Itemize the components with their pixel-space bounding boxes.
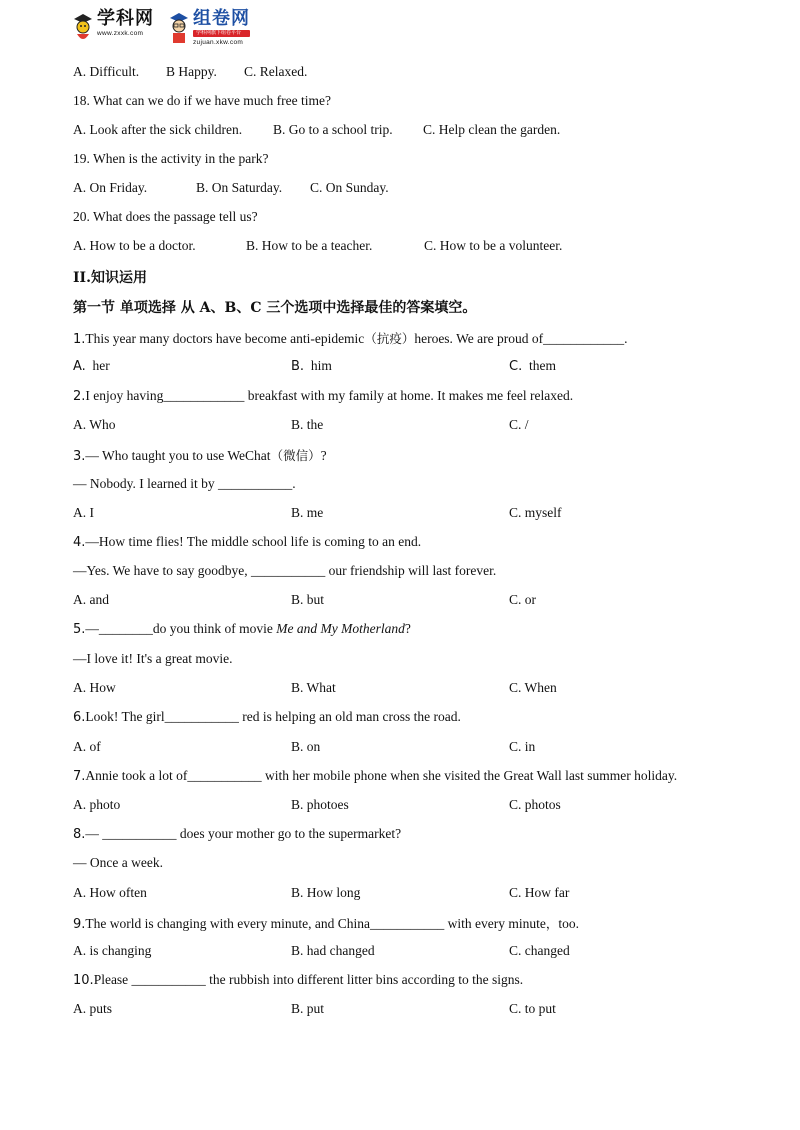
- q9-text-a: The world is changing with every minute, and China___________ with every minute: [85, 916, 546, 931]
- part2-heading: II.知识运用: [73, 270, 147, 286]
- q18-question: 18. What can we do if we have much free time?: [73, 93, 332, 108]
- q19-option-b: B. On Saturday.: [196, 180, 283, 195]
- q4-option-c: C. or: [509, 592, 536, 607]
- q9-question: [73, 914, 579, 932]
- q3-cjk: （微信）: [270, 448, 321, 463]
- q10-question: [73, 972, 523, 988]
- q1-text-a: This year many doctors have become anti-epidemic: [85, 331, 365, 346]
- q20-option-a: A. How to be a doctor.: [73, 238, 196, 253]
- q9-number: 9.: [73, 917, 86, 932]
- q3-text-a: — Who taught you to use WeChat: [85, 448, 271, 463]
- q8-option-a: A. How often: [73, 885, 147, 900]
- q1-option-c-text: them: [528, 358, 556, 373]
- logo2-bar: 学科网旗下组卷平台: [193, 30, 250, 37]
- q17-option-b: B Happy.: [166, 64, 217, 79]
- q1-option-a: [73, 358, 110, 374]
- section-title: 第一节 单项选择 从 A、B、C 三个选项中选择最佳的答案填空。: [73, 300, 477, 316]
- q9-cjk: ，: [545, 916, 559, 931]
- q5-reply: —I love it! It's a great movie.: [73, 651, 233, 666]
- q20-option-c: C. How to be a volunteer.: [424, 238, 563, 253]
- q7-option-b: B. photoes: [291, 797, 349, 812]
- q2-option-c: C. /: [509, 417, 529, 432]
- q3-reply: — Nobody. I learned it by ___________.: [73, 476, 296, 491]
- q10-option-c: C. to put: [509, 1001, 556, 1016]
- q2-question: [73, 388, 573, 404]
- q18-option-a: A. Look after the sick children.: [73, 122, 243, 137]
- q2-option-b: B. the: [291, 417, 324, 432]
- q20-option-b: B. How to be a teacher.: [246, 238, 373, 253]
- q9-text-b: too.: [558, 916, 579, 931]
- q3-option-b: B. me: [291, 505, 324, 520]
- q1-letter-a: A.: [73, 359, 86, 374]
- q5-option-a: A. How: [73, 680, 116, 695]
- logo1-name: 学科网: [97, 8, 154, 29]
- q9-option-c: C. changed: [509, 943, 570, 958]
- header-logos: [72, 10, 250, 48]
- q7-text: Annie took a lot of___________ with her mobile phone when she visited the Great Wall last summer holiday.: [85, 768, 678, 783]
- q7-option-a: A. photo: [73, 797, 121, 812]
- q2-text: I enjoy having____________ breakfast with my family at home. It makes me feel relaxed.: [85, 388, 574, 403]
- xuekewang-logo: [72, 10, 154, 44]
- q1-letter-c: C.: [509, 359, 523, 374]
- q4-text: —How time flies! The middle school life is coming to an end.: [85, 534, 422, 549]
- q9-option-b: B. had changed: [291, 943, 375, 958]
- q6-option-c: C. in: [509, 739, 536, 754]
- q1-text-b: heroes. We are proud of____________.: [414, 331, 628, 346]
- q7-number: 7.: [73, 769, 86, 784]
- q2-number: 2.: [73, 389, 86, 404]
- q6-text: Look! The girl___________ red is helping an old man cross the road.: [85, 709, 461, 724]
- q1-letter-b: B.: [291, 359, 305, 374]
- q19-option-a: A. On Friday.: [73, 180, 148, 195]
- logo1-url: www.zxxk.com: [97, 30, 144, 37]
- q6-question: [73, 709, 461, 725]
- q17-option-c: C. Relaxed.: [244, 64, 308, 79]
- q3-number: 3.: [73, 449, 86, 464]
- mascot-icon: [72, 10, 94, 44]
- q7-option-c: C. photos: [509, 797, 561, 812]
- q4-question: [73, 534, 421, 550]
- q3-option-c: C. myself: [509, 505, 562, 520]
- q5-movie-title: Me and My Motherland: [276, 621, 405, 636]
- q5-option-b: B. What: [291, 680, 336, 695]
- student-icon: [168, 10, 190, 44]
- logo2-url: zujuan.xkw.com: [193, 39, 244, 46]
- q4-option-b: B. but: [291, 592, 325, 607]
- q8-option-c: C. How far: [509, 885, 570, 900]
- q9-option-a: A. is changing: [73, 943, 152, 958]
- q1-cjk: （抗疫）: [364, 331, 415, 346]
- q4-reply: —Yes. We have to say goodbye, ___________ our friendship will last forever.: [73, 563, 497, 578]
- zujuanwang-logo: [168, 10, 250, 47]
- q8-option-b: B. How long: [291, 885, 361, 900]
- q5-number: 5.: [73, 622, 86, 637]
- q17-option-a: A. Difficult.: [73, 64, 140, 79]
- q5-option-c: C. When: [509, 680, 557, 695]
- q1-option-a-text: her: [92, 358, 110, 373]
- q1-number: 1.: [73, 332, 86, 347]
- q8-reply: — Once a week.: [73, 855, 163, 870]
- q8-number: 8.: [73, 827, 86, 842]
- q8-question: [73, 826, 401, 842]
- q5-question: [73, 621, 411, 637]
- q1-question: [73, 329, 627, 347]
- q7-question: [73, 768, 677, 784]
- q10-option-b: B. put: [291, 1001, 325, 1016]
- q10-number: 10.: [73, 973, 94, 988]
- q3-text-b: ?: [320, 448, 327, 463]
- q10-text: Please ___________ the rubbish into different litter bins according to the signs.: [93, 972, 524, 987]
- q19-question: 19. When is the activity in the park?: [73, 151, 269, 166]
- q10-option-a: A. puts: [73, 1001, 113, 1016]
- q20-question: 20. What does the passage tell us?: [73, 209, 258, 224]
- q6-option-b: B. on: [291, 739, 321, 754]
- q19-option-c: C. On Sunday.: [310, 180, 389, 195]
- q8-text: — ___________ does your mother go to the supermarket?: [85, 826, 402, 841]
- q18-option-b: B. Go to a school trip.: [273, 122, 393, 137]
- q1-option-b: [291, 358, 332, 374]
- logo2-name: 组卷网: [193, 8, 250, 29]
- q3-option-a: A. I: [73, 505, 94, 520]
- q4-option-a: A. and: [73, 592, 109, 607]
- q5-text-a: —________do you think of movie: [85, 621, 277, 636]
- q3-question: [73, 446, 327, 464]
- q6-option-a: A. of: [73, 739, 101, 754]
- q5-text-b: ?: [404, 621, 411, 636]
- q6-number: 6.: [73, 710, 86, 725]
- q4-number: 4.: [73, 535, 86, 550]
- q1-option-b-text: him: [310, 358, 332, 373]
- q1-option-c: [509, 358, 556, 374]
- q2-option-a: A. Who: [73, 417, 116, 432]
- q18-option-c: C. Help clean the garden.: [423, 122, 561, 137]
